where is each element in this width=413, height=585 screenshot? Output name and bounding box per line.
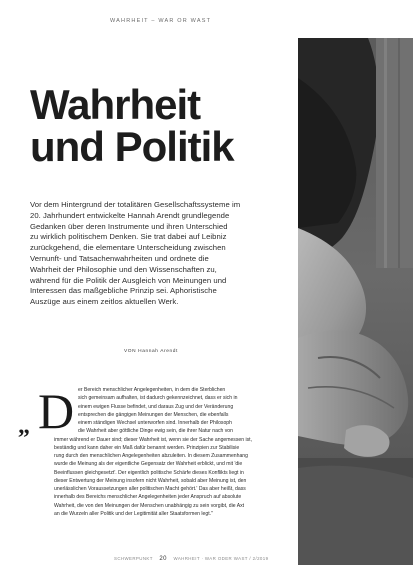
body-line: sich gemeinsam aufhalten, ist dadurch gekennzeichnet, dass er sich in bbox=[78, 395, 238, 402]
body-line: innerhalb des Bereichs menschlicher Angelegenheiten jeder Anspruch auf absolute bbox=[54, 494, 242, 501]
lead-line: Auszüge aus einem zeitlos aktuellen Werk. bbox=[30, 297, 179, 307]
lead-line: Gedanken über deren Instrumente und ihren Unterschied bbox=[30, 221, 228, 231]
body-line: entsprechen die gängigen Meinungen der Menschen, die ebenfalls bbox=[78, 411, 229, 418]
lead-line: während für die Politik der Ausgleich von Meinungen und bbox=[30, 275, 227, 285]
body-line: einem ewigen Flusse befindet, und daraus Zug und der Veränderung bbox=[78, 403, 234, 410]
body-line: rung durch den menschlichen Angelegenheiten abzuleiten. In diesem Zusammenhang bbox=[54, 453, 248, 459]
article-body bbox=[54, 386, 272, 518]
body-line: die Wahrheit aber göttliche Dinge ewig sein, die ihrer Natur nach von bbox=[78, 428, 233, 435]
body-line: dieser Entwertung der Meinung insofern nicht Wahrheit, sobald aber Meinung ist, den bbox=[54, 477, 247, 484]
body-line: Beeinflussen gleichgesetzt'. Der eigentlich politische Schärfe dieses Konflikts liegt in bbox=[54, 469, 244, 476]
lead-line: Vernunft- und Tatsachenwahrheiten und ordnete die bbox=[30, 253, 209, 263]
body-line: immer während er Dauer sind; dieser Wahrheit ist, wenn sie der Sache angemessen ist, bbox=[54, 436, 252, 443]
page-footer bbox=[114, 556, 268, 562]
lead-line: zu wirklich politischem Denken. Sie trat dabei auf Leibniz bbox=[30, 232, 227, 242]
lead-line: 20. Jahrhundert entwickelte Hannah Arendt grundlegende bbox=[30, 210, 230, 220]
article-title bbox=[30, 81, 234, 170]
body-line: an die Wurzeln aller Politik und der Legitimität aller Staatsformen legt." bbox=[54, 510, 213, 517]
footer-section: SCHWERPUNKT bbox=[114, 556, 153, 561]
lead-line: zurückgehend, die elementare Unterscheidung zwischen bbox=[30, 243, 226, 253]
author-byline: VON Hannah Arendt bbox=[124, 349, 178, 354]
body-line: beständig und kann daher ein Maß dafür benannt werden. Prinzipien zur Stabilisie bbox=[54, 444, 240, 451]
drop-cap: D bbox=[38, 383, 75, 439]
portrait-photo bbox=[298, 38, 413, 565]
photo-illustration bbox=[298, 38, 413, 565]
title-line: Wahrheit bbox=[30, 81, 201, 128]
title-line: und Politik bbox=[30, 123, 234, 170]
opening-quote-mark: „ bbox=[18, 413, 30, 439]
lead-line: Wahrheit der Philosophie und den Wissenschaften zu, bbox=[30, 264, 217, 274]
footer-issue: WAHRHEIT · WAR ODER WAST / 2/2019 bbox=[173, 556, 269, 561]
body-line: unerlässlichen Voraussetzungen aller politischen Macht gehört.' Das aber heißt, dass bbox=[54, 486, 246, 492]
lead-line: Vor dem Hintergrund der totalitären Gesellschaftssysteme im bbox=[30, 200, 241, 209]
section-kicker: WAHRHEIT – WAR OR WAST bbox=[110, 18, 212, 24]
article-lead bbox=[30, 200, 276, 308]
body-line: einem ständigen Wechsel unterworfen sind. Innerhalb der Philosoph bbox=[78, 420, 232, 426]
body-line: wurde die Meinung als der eigentliche Gegensatz der Wahrheit erblickt, und mit 'die bbox=[54, 461, 243, 468]
lead-line: Interessen das maßgebliche Prinzip sei. Aphoristische bbox=[30, 286, 217, 296]
body-line: er Bereich menschlicher Angelegenheiten, in dem die Sterblichen bbox=[78, 387, 226, 393]
page-number: 20 bbox=[159, 556, 167, 562]
body-line: Wahrheit, die von den Meinungen der Menschen unabhängig zu sein vorgibt, die Axt bbox=[54, 502, 245, 509]
